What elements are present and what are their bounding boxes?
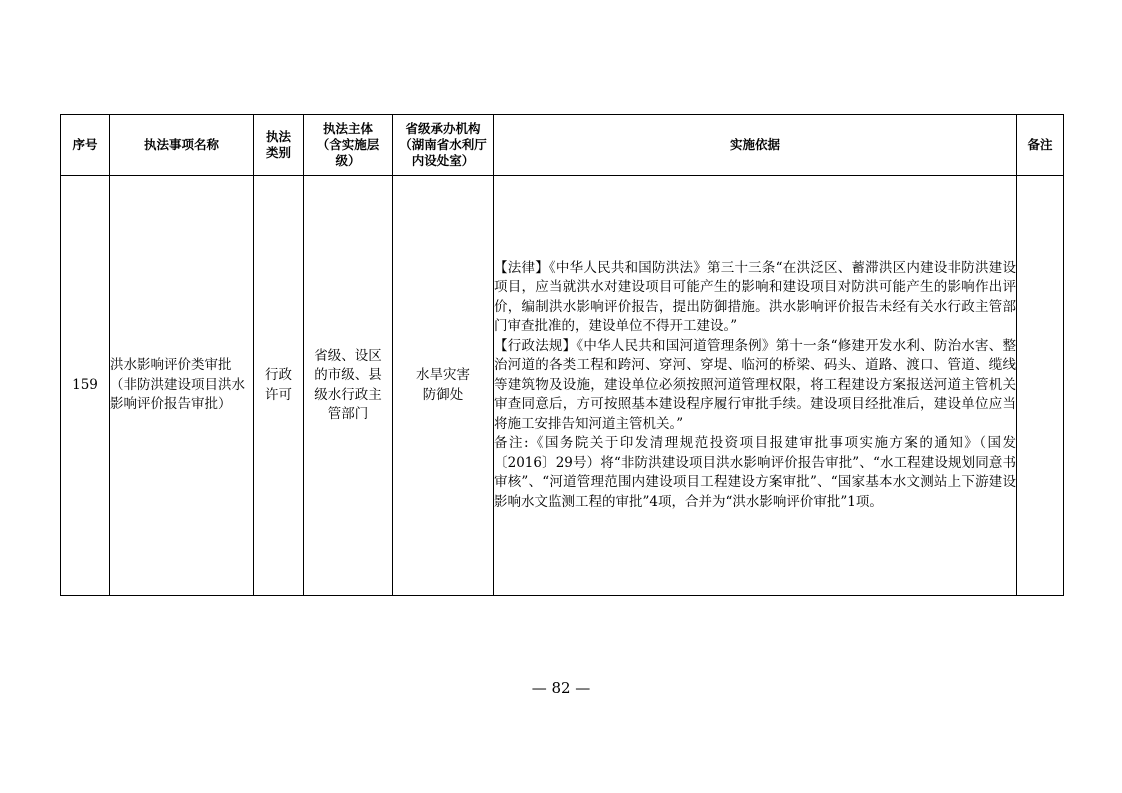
basis-regulation-paragraph: 【行政法规】《中华人民共和国河道管理条例》第十一条“修建开发水利、防治水害、整治河道的各类工程和跨河、穿河、穿堤、临河的桥梁、码头、道路、渡口、管道、缆线等建筑物及设施，建设单位必须按照河道管理权限，将工程建设方案报送河道主管机关审查同意后，方可按照基本建设程序履行审批手续。建设项目经批准后，建设单位应当将施工安排告知河道主管机关。” — [494, 337, 1016, 432]
header-seq: 序号 — [61, 115, 110, 176]
basis-law-paragraph: 【法律】《中华人民共和国防洪法》第三十三条“在洪泛区、蓄滞洪区内建设非防洪建设项目，应当就洪水对建设项目可能产生的影响和建设项目对防洪可能产生的影响作出评价，编制洪水影响评价报告，提出防御措施。洪水影响评价报告未经有关水行政主管部门审查批准的，建设单位不得开工建设。” — [494, 259, 1016, 335]
header-subject: 执法主体（含实施层级） — [304, 115, 393, 176]
header-provincial-org: 省级承办机构（湖南省水利厅内设处室） — [393, 115, 494, 176]
basis-note-paragraph: 备注:《国务院关于印发清理规范投资项目报建审批事项实施方案的通知》（国发〔2016〕29号）将“非防洪建设项目洪水影响评价报告审批”、“水工程建设规划同意书审核”、“河道管理范围内建设项目工程建设方案审批”、“国家基本水文测站上下游建设影响水文监测工程的审批”4项，合并为“洪水影响评价审批”1项。 — [494, 435, 1016, 510]
header-remarks: 备注 — [1017, 115, 1064, 176]
header-item-name: 执法事项名称 — [110, 115, 254, 176]
cell-remarks — [1017, 176, 1064, 596]
table-row — [61, 176, 1064, 596]
cell-category: 行政许可 — [254, 176, 304, 596]
table-header-row — [61, 115, 1064, 176]
cell-item-name: 洪水影响评价类审批（非防洪建设项目洪水影响评价报告审批） — [110, 176, 254, 596]
cell-basis — [494, 176, 1017, 596]
cell-subject: 省级、设区的市级、县级水行政主管部门 — [304, 176, 393, 596]
header-basis: 实施依据 — [494, 115, 1017, 176]
cell-provincial-org: 水旱灾害防御处 — [393, 176, 494, 596]
enforcement-items-table — [60, 114, 1064, 596]
cell-seq: 159 — [61, 176, 110, 596]
page-number: — 82 — — [531, 679, 591, 697]
header-category: 执法类别 — [254, 115, 304, 176]
